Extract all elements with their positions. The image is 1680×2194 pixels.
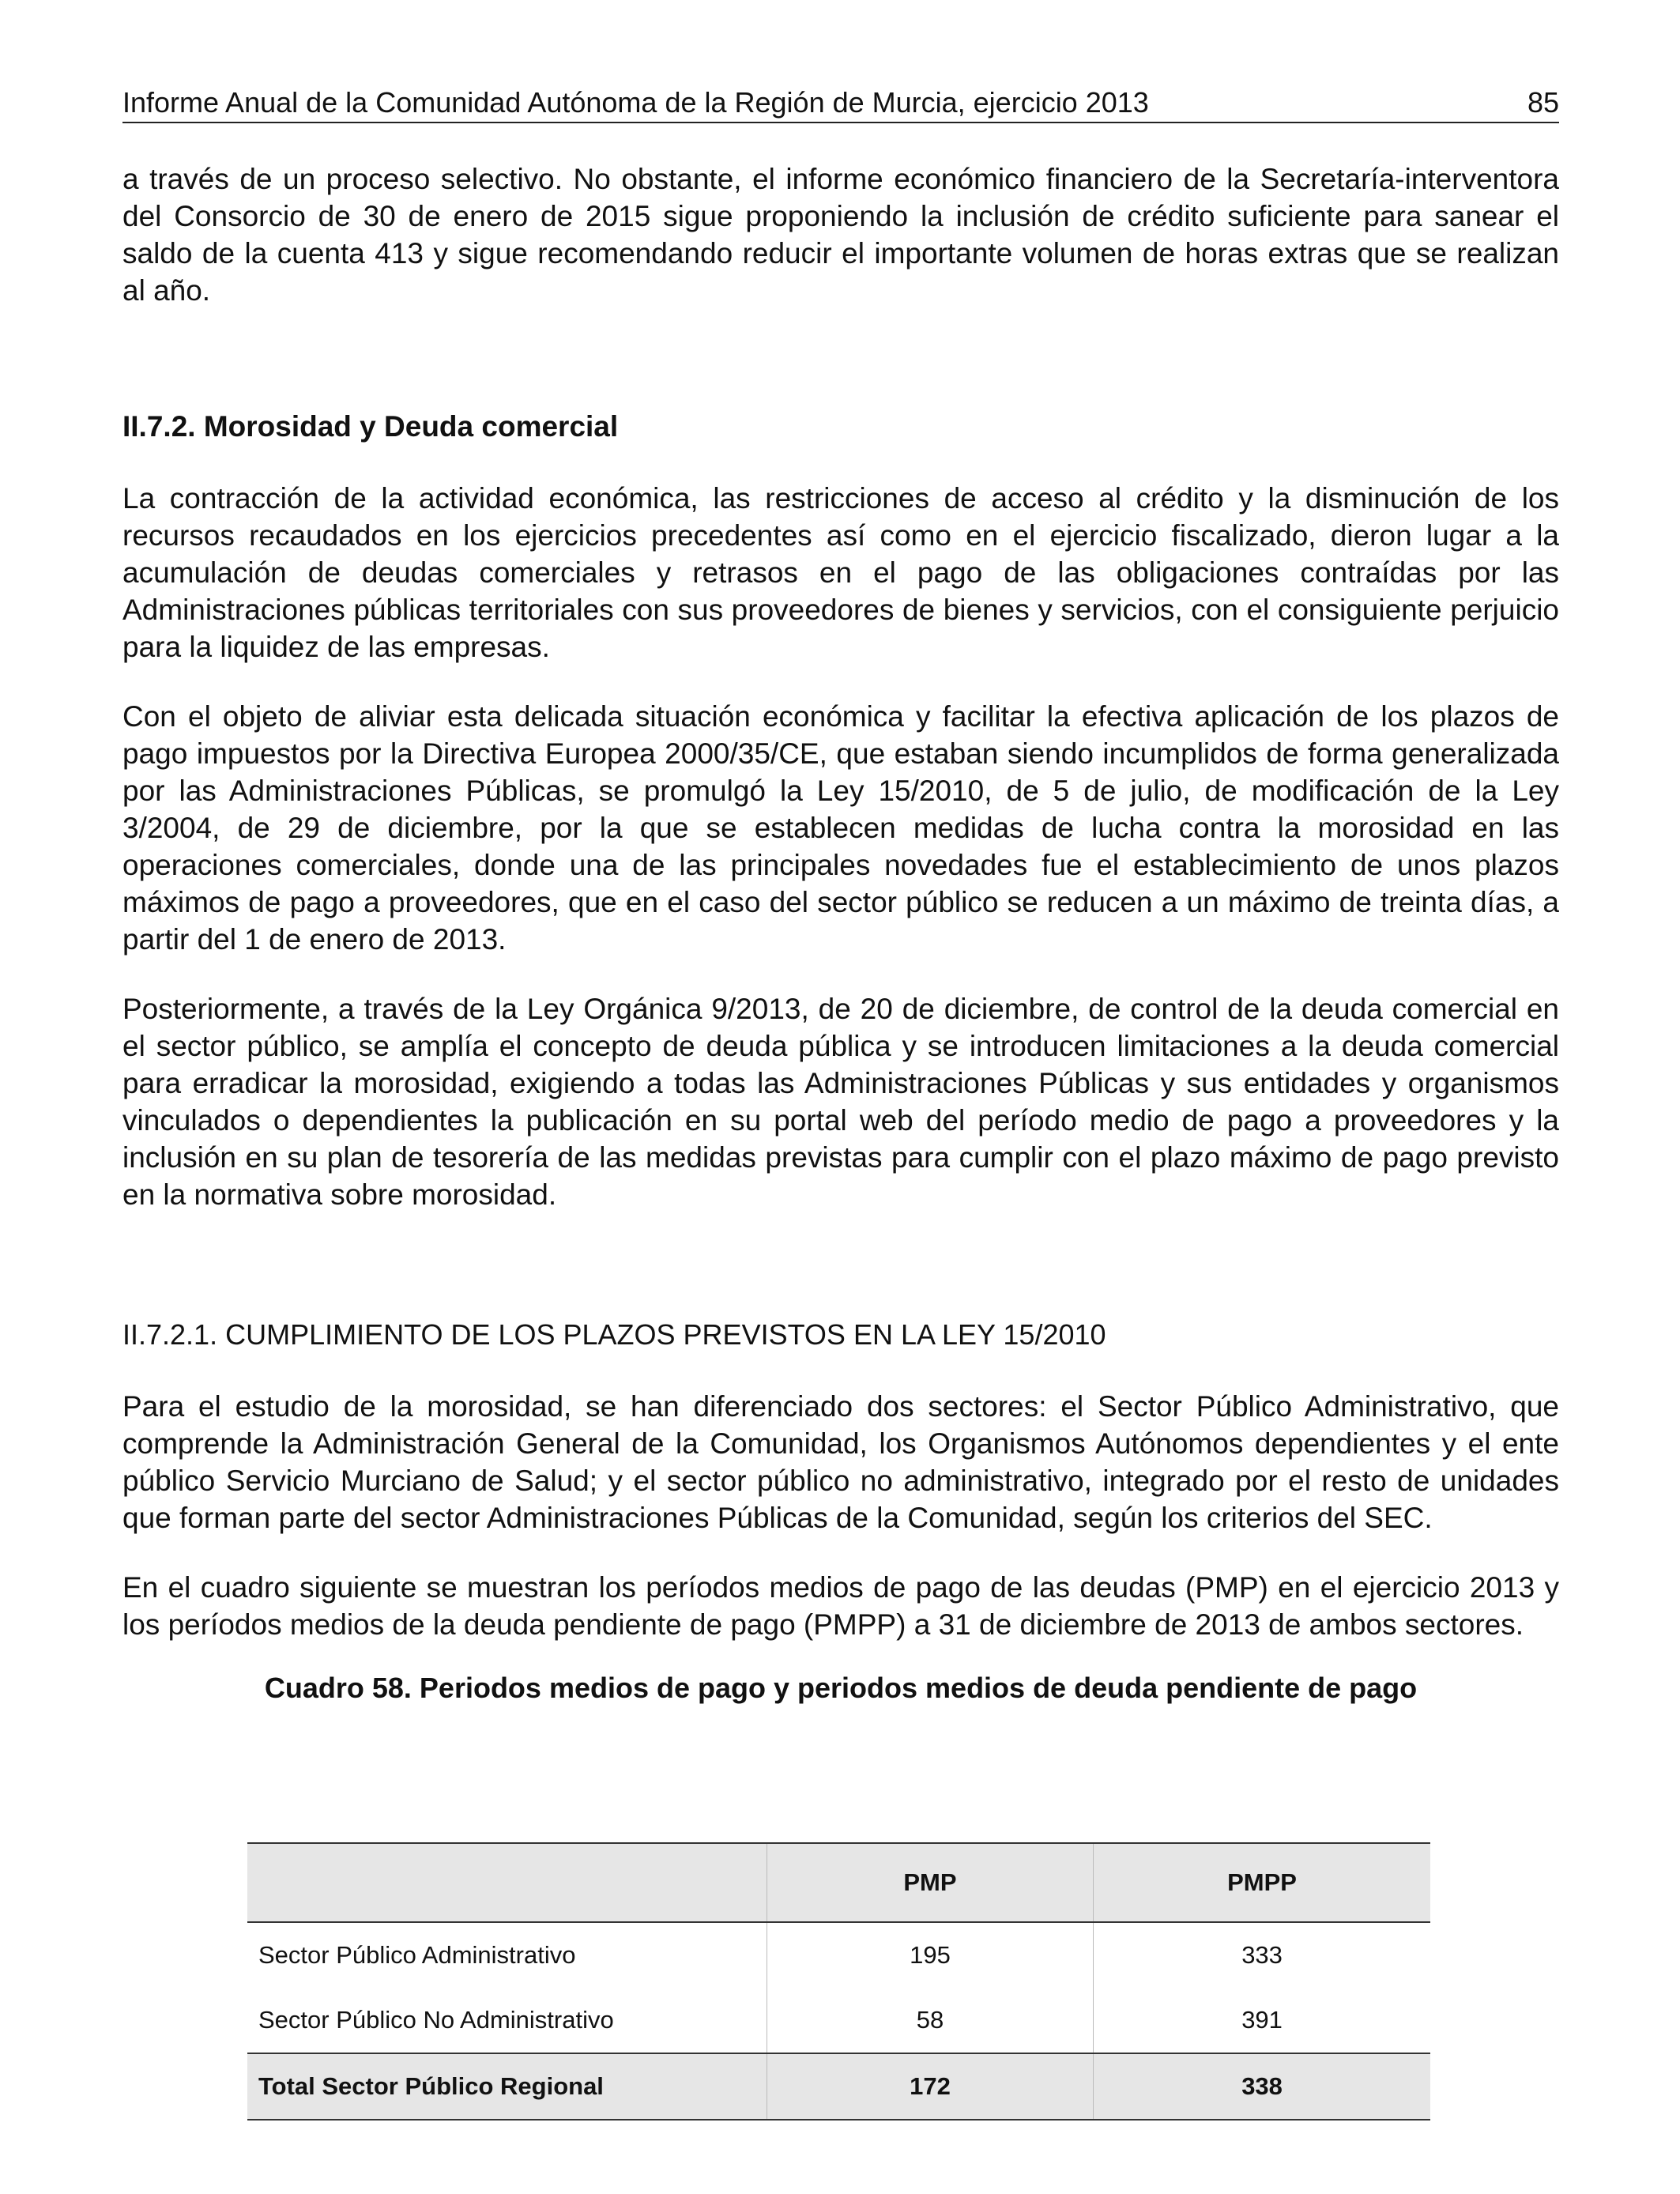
paragraph-3: Con el objeto de aliviar esta delicada situación económica y facilitar la efectiva aplicación de los plazos de pago impuestos por la Directiva Europea 2000/35/CE, que estaban siendo incumplidos de forma generalizada por las Administraciones Públicas, se promulgó la Ley 15/2010, de 5 de julio, de modificación de la Ley 3/2004, de 29 de diciembre, por la que se establecen medidas de lucha contra la morosidad en las operaciones comerciales, donde una de las principales novedades fue el establecimiento de unos plazos máximos de pago a proveedores, que en el caso del sector público se reducen a un máximo de treinta días, a partir del 1 de enero de 2013. [122,700,1559,956]
table-total-row [247,2053,1430,2120]
column-header-pmpp: PMPP [1094,1843,1430,1922]
page-header [122,79,1559,123]
row-pmp: 58 [767,1988,1093,2053]
paragraph-1: a través de un proceso selectivo. No obstante, el informe económico financiero de la Secretaría-interventora del Consorcio de 30 de enero de 2015 sigue proponiendo la inclusión de crédito suficiente para sanear el saldo de la cuenta 413 y sigue recomendando reducir el importante volumen de horas extras que se realizan al año. [122,163,1559,307]
table-row [247,1922,1430,1988]
payment-periods-table [247,1842,1430,2120]
total-pmpp: 338 [1094,2053,1430,2120]
header-title: Informe Anual de la Comunidad Autónoma de la Región de Murcia, ejercicio 2013 [122,86,1149,119]
page-body [122,160,1559,1706]
paragraph-2: La contracción de la actividad económica, las restricciones de acceso al crédito y la disminución de los recursos recaudados en los ejercicios precedentes así como en el ejercicio fiscalizado, dieron lugar a la acumulación de deudas comerciales y retrasos en el pago de las obligaciones contraídas por las Administraciones públicas territoriales con sus proveedores de bienes y servicios, con el consiguiente perjuicio para la liquidez de las empresas. [122,482,1559,663]
total-pmp: 172 [767,2053,1093,2120]
paragraph-4: Posteriormente, a través de la Ley Orgánica 9/2013, de 20 de diciembre, de control de la deuda comercial en el sector público, se amplía el concepto de deuda pública y se introducen limitaciones a la deuda comercial para erradicar la morosidad, exigiendo a todas las Administraciones Públicas y sus entidades y organismos vinculados o dependientes la publicación en su portal web del período medio de pago a proveedores y la inclusión en su plan de tesorería de las medidas previstas para cumplir con el plazo máximo de pago previsto en la normativa sobre morosidad. [122,993,1559,1211]
row-pmpp: 333 [1094,1922,1430,1988]
subsection-heading: II.7.2.1. CUMPLIMIENTO DE LOS PLAZOS PREVISTOS EN LA LEY 15/2010 [122,1318,1106,1351]
column-header-label [247,1843,767,1922]
table-header-row [247,1843,1430,1922]
row-label: Sector Público No Administrativo [258,2006,614,2034]
paragraph-5: Para el estudio de la morosidad, se han diferenciado dos sectores: el Sector Público Administrativo, que comprende la Administración General de la Comunidad, los Organismos Autónomos dependientes y el ente público Servicio Murciano de Salud; y el sector público no administrativo, integrado por el resto de unidades que forman parte del sector Administraciones Públicas de la Comunidad, según los criterios del SEC. [122,1390,1559,1534]
total-label: Total Sector Público Regional [258,2072,604,2100]
table-row [247,1988,1430,2053]
section-heading: II.7.2. Morosidad y Deuda comercial [122,410,619,443]
row-pmp: 195 [767,1922,1093,1988]
row-pmpp: 391 [1094,1988,1430,2053]
row-label: Sector Público Administrativo [258,1941,576,1969]
table-caption: Cuadro 58. Periodos medios de pago y periodos medios de deuda pendiente de pago [264,1672,1418,1704]
paragraph-6: En el cuadro siguiente se muestran los períodos medios de pago de las deudas (PMP) en el ejercicio 2013 y los períodos medios de la deuda pendiente de pago (PMPP) a 31 de diciembre de 2013 de ambos sectores. [122,1571,1559,1641]
column-header-pmp: PMP [767,1843,1093,1922]
page-number: 85 [1527,86,1559,119]
